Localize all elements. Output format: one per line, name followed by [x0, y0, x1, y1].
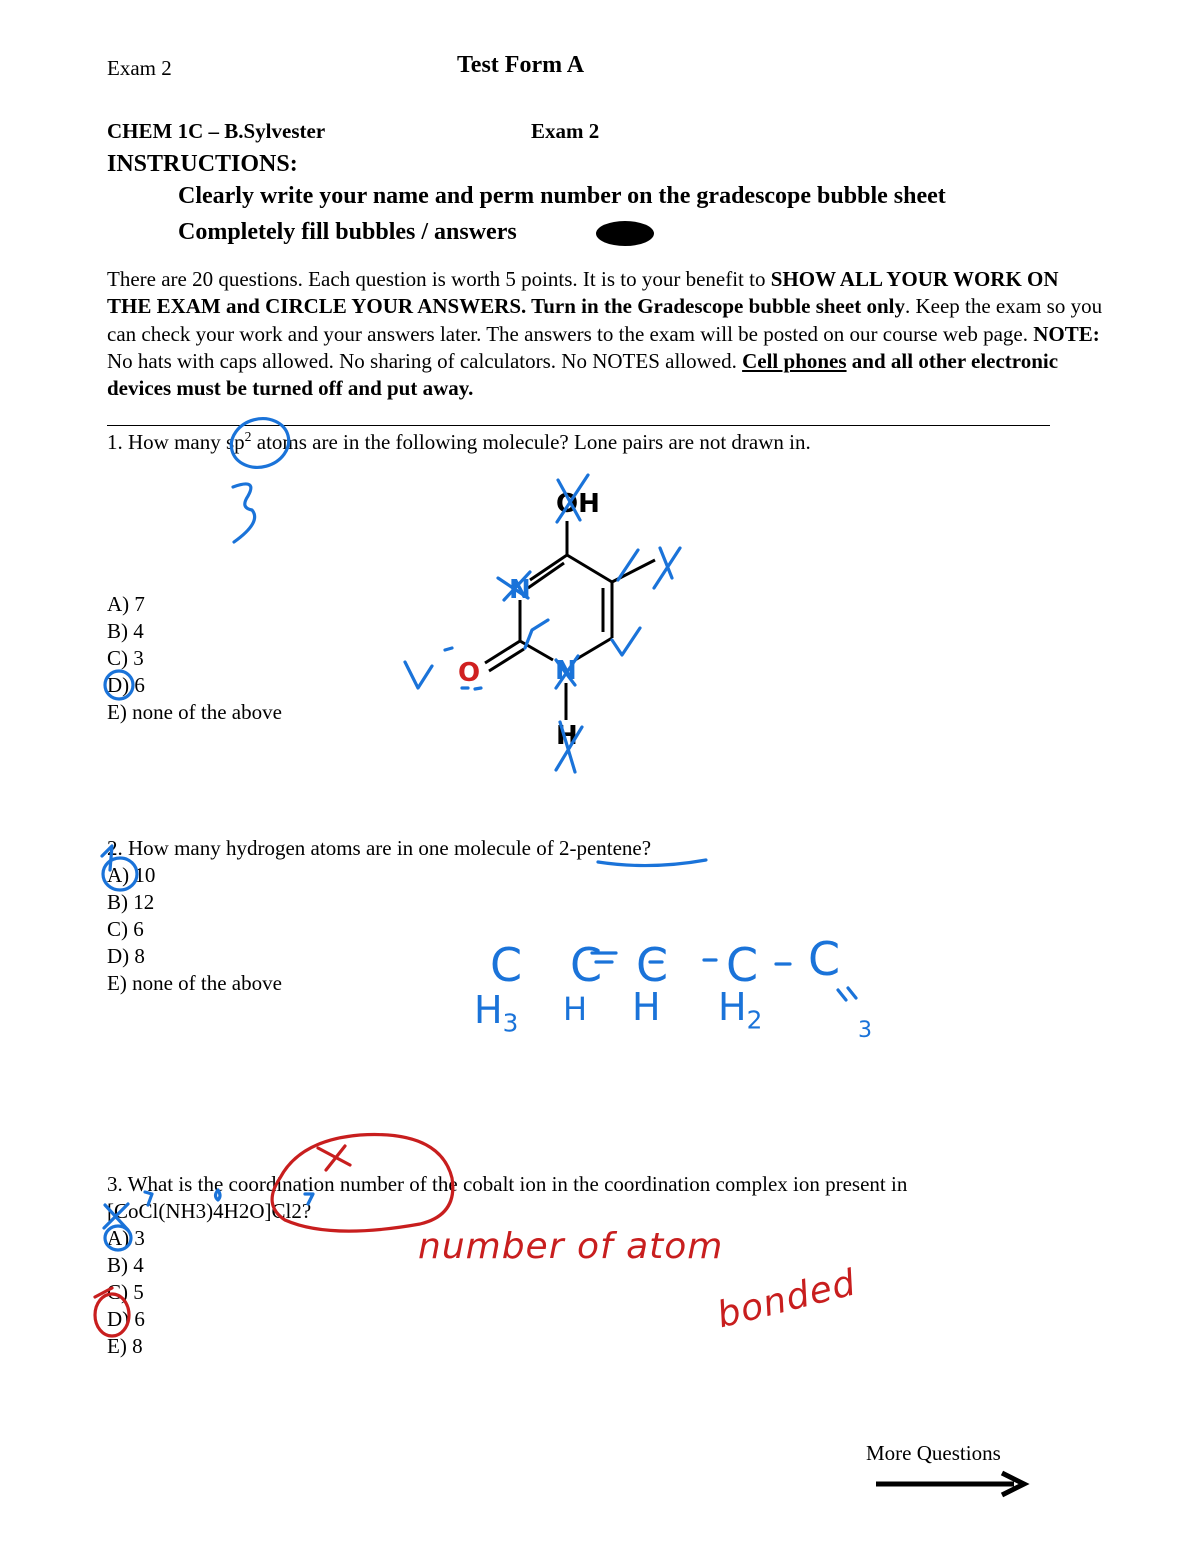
q3-option-b[interactable]: B) 4 — [107, 1253, 144, 1277]
q2-hand-c2: C — [570, 938, 603, 992]
instructions-body — [107, 266, 1107, 402]
q1-option-e[interactable]: E) none of the above — [107, 700, 282, 724]
q1-atom-o: O — [458, 658, 481, 688]
q2-hand-h5-sub: 3 — [858, 1016, 873, 1043]
q2-option-c[interactable]: C) 6 — [107, 917, 144, 941]
q2-hand-h3: H — [632, 985, 661, 1029]
q2-stem: 2. How many hydrogen atoms are in one molecule of 2-pentene? — [107, 836, 652, 860]
header-test-form: Test Form A — [457, 52, 585, 78]
exam-title: Exam 2 — [531, 119, 600, 143]
course-title: CHEM 1C – B.Sylvester — [107, 119, 326, 143]
q3-hand-line-2: bonded — [713, 1262, 861, 1337]
q2-hand-h1 — [474, 988, 518, 1038]
q1-option-b[interactable]: B) 4 — [107, 619, 144, 643]
q2-hand-h5 — [858, 998, 872, 1043]
filled-bubble-example — [596, 221, 654, 246]
q2-option-a[interactable]: A) 10 — [107, 863, 156, 887]
divider-line — [107, 425, 1050, 426]
header-exam-label: Exam 2 — [107, 56, 172, 80]
q2-hand-h1-sub: 3 — [502, 1008, 519, 1038]
instructions-text-3: No hats with caps allowed. No sharing of calculators. No NOTES allowed. — [107, 348, 743, 373]
arrow-right-icon — [874, 1470, 1034, 1500]
q2-option-b[interactable]: B) 12 — [107, 890, 155, 914]
instructions-text-1: There are 20 questions. Each question is worth 5 points. It is to your benefit to — [107, 267, 771, 291]
q3-option-a[interactable]: A) 3 — [107, 1226, 145, 1250]
q3-option-e[interactable]: E) 8 — [107, 1334, 143, 1358]
q1-atom-h: H — [556, 721, 578, 751]
q1-atom-oh: OH — [556, 489, 600, 519]
q2-hand-h4 — [718, 985, 762, 1035]
q1-option-d[interactable]: D) 6 — [107, 673, 145, 697]
q3-stem: 3. What is the coordination number of the cobalt ion in the coordination complex ion present in — [107, 1172, 908, 1196]
q2-hand-h2: H — [563, 990, 588, 1028]
q2-option-e[interactable]: E) none of the above — [107, 971, 282, 995]
q2-hand-c1: C — [490, 938, 523, 992]
instructions-text-2: . Keep the exam so you can check your work and your answers later. The answers to the exam will be posted on our course web page. — [107, 294, 1103, 346]
instructions-emphasis: SHOW ALL YOUR WORK ON THE EXAM and CIRCLE YOUR ANSWERS. Turn in the Gradescope bubble sheet only — [107, 267, 1059, 319]
q3-option-c[interactable]: C) 5 — [107, 1280, 144, 1304]
q1-option-a[interactable]: A) 7 — [107, 592, 145, 616]
q2-hand-h1-letter: H — [474, 988, 503, 1032]
instructions-line-2: Completely fill bubbles / answers — [178, 219, 517, 245]
q2-hand-c5: C — [808, 932, 841, 986]
instructions-text-4: and all other electronic devices must be turned off and put away. — [107, 348, 1059, 401]
more-questions-label: More Questions — [866, 1441, 1001, 1465]
q2-option-d[interactable]: D) 8 — [107, 944, 145, 968]
cell-phones-label: Cell phones — [742, 348, 847, 373]
q1-atom-n2: N — [555, 656, 577, 686]
q2-hand-c4: C — [726, 938, 759, 992]
q2-hand-h4-sub: 2 — [746, 1005, 763, 1035]
q3-formula: [CoCl(NH3)4H2O]Cl2? — [107, 1199, 312, 1223]
q1-atom-n1: N — [509, 575, 531, 605]
q1-option-c[interactable]: C) 3 — [107, 646, 144, 670]
note-label: NOTE: — [1033, 321, 1100, 346]
q2-hand-c3: C — [636, 938, 669, 992]
instructions-line-1: Clearly write your name and perm number on the gradescope bubble sheet — [178, 183, 946, 209]
q1-stem-part-2: atoms are in the following molecule? Lone pairs are not drawn in. — [251, 430, 811, 454]
q1-stem-sup: 2 — [244, 429, 252, 444]
q1-stem-part-1: 1. How many sp — [107, 430, 245, 454]
q2-hand-h4-letter: H — [718, 985, 747, 1029]
instructions-heading: INSTRUCTIONS: — [107, 151, 298, 177]
q1-stem — [107, 429, 811, 455]
q3-hand-line-1: number of atom — [418, 1226, 724, 1267]
q3-option-d[interactable]: D) 6 — [107, 1307, 145, 1331]
